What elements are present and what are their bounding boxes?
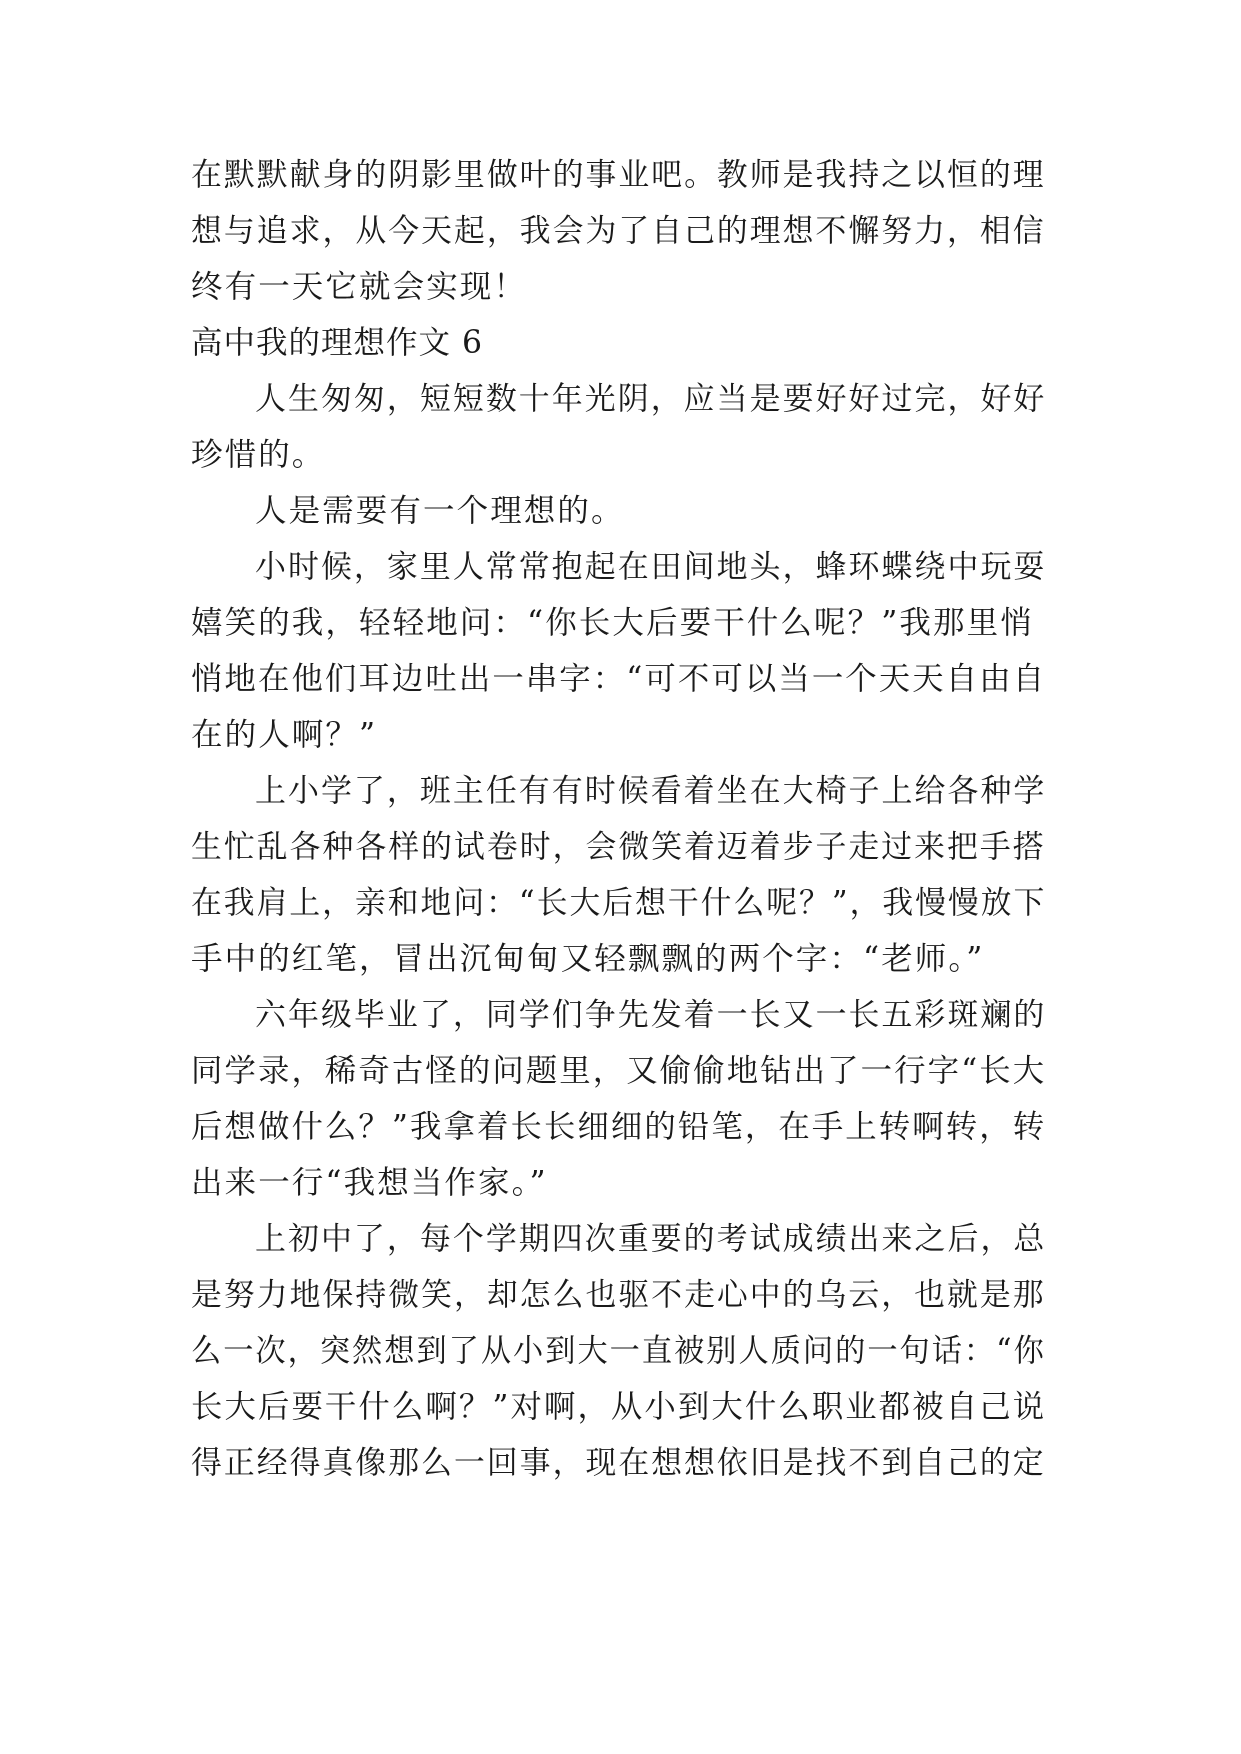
text-line: 是努力地保持微笑，却怎么也驱不走心中的乌云，也就是那 [191,1277,1046,1313]
text-line: 手中的红笔，冒出沉甸甸又轻飘飘的两个字：“老师。” [191,941,985,977]
text-line: 得正经得真像那么一回事，现在想想依旧是找不到自己的定 [191,1445,1046,1481]
text-line: 生忙乱各种各样的试卷时，会微笑着迈着步子走过来把手搭 [191,829,1046,865]
paragraph-first-line: 六年级毕业了，同学们争先发着一长又一长五彩斑斓的 [255,997,1047,1033]
paragraph-first-line: 上初中了，每个学期四次重要的考试成绩出来之后，总 [255,1221,1047,1257]
text-line: 出来一行“我想当作家。” [191,1165,548,1201]
text-line: 后想做什么？”我拿着长长细细的铅笔，在手上转啊转，转 [191,1109,1047,1145]
text-line: 在默默献身的阴影里做叶的事业吧。教师是我持之以恒的理 [191,157,1046,193]
text-line: 在的人啊？” [191,717,378,753]
text-line: 珍惜的。 [191,437,326,473]
paragraph-first-line: 小时候，家里人常常抱起在田间地头，蜂环蝶绕中玩耍 [255,549,1047,585]
text-line: 长大后要干什么啊？”对啊，从小到大什么职业都被自己说 [191,1389,1047,1425]
section-heading: 高中我的理想作文 6 [191,325,484,361]
paragraph-first-line: 人是需要有一个理想的。 [255,493,625,529]
text-line: 悄地在他们耳边吐出一串字：“可不可以当一个天天自由自 [191,661,1047,697]
paragraph-first-line: 上小学了，班主任有有时候看着坐在大椅子上给各种学 [255,773,1047,809]
paragraph-first-line: 人生匆匆，短短数十年光阴，应当是要好好过完，好好 [255,381,1047,417]
text-line: 想与追求，从今天起，我会为了自己的理想不懈努力，相信 [191,213,1046,249]
text-line: 终有一天它就会实现！ [191,269,528,305]
text-line: 同学录，稀奇古怪的问题里，又偷偷地钻出了一行字“长大 [191,1053,1047,1089]
text-line: 在我肩上，亲和地问：“长大后想干什么呢？”，我慢慢放下 [191,885,1047,921]
text-line: 么一次，突然想到了从小到大一直被别人质问的一句话：“你 [191,1333,1046,1369]
text-line: 嬉笑的我，轻轻地问：“你长大后要干什么呢？”我那里悄 [191,605,1034,641]
